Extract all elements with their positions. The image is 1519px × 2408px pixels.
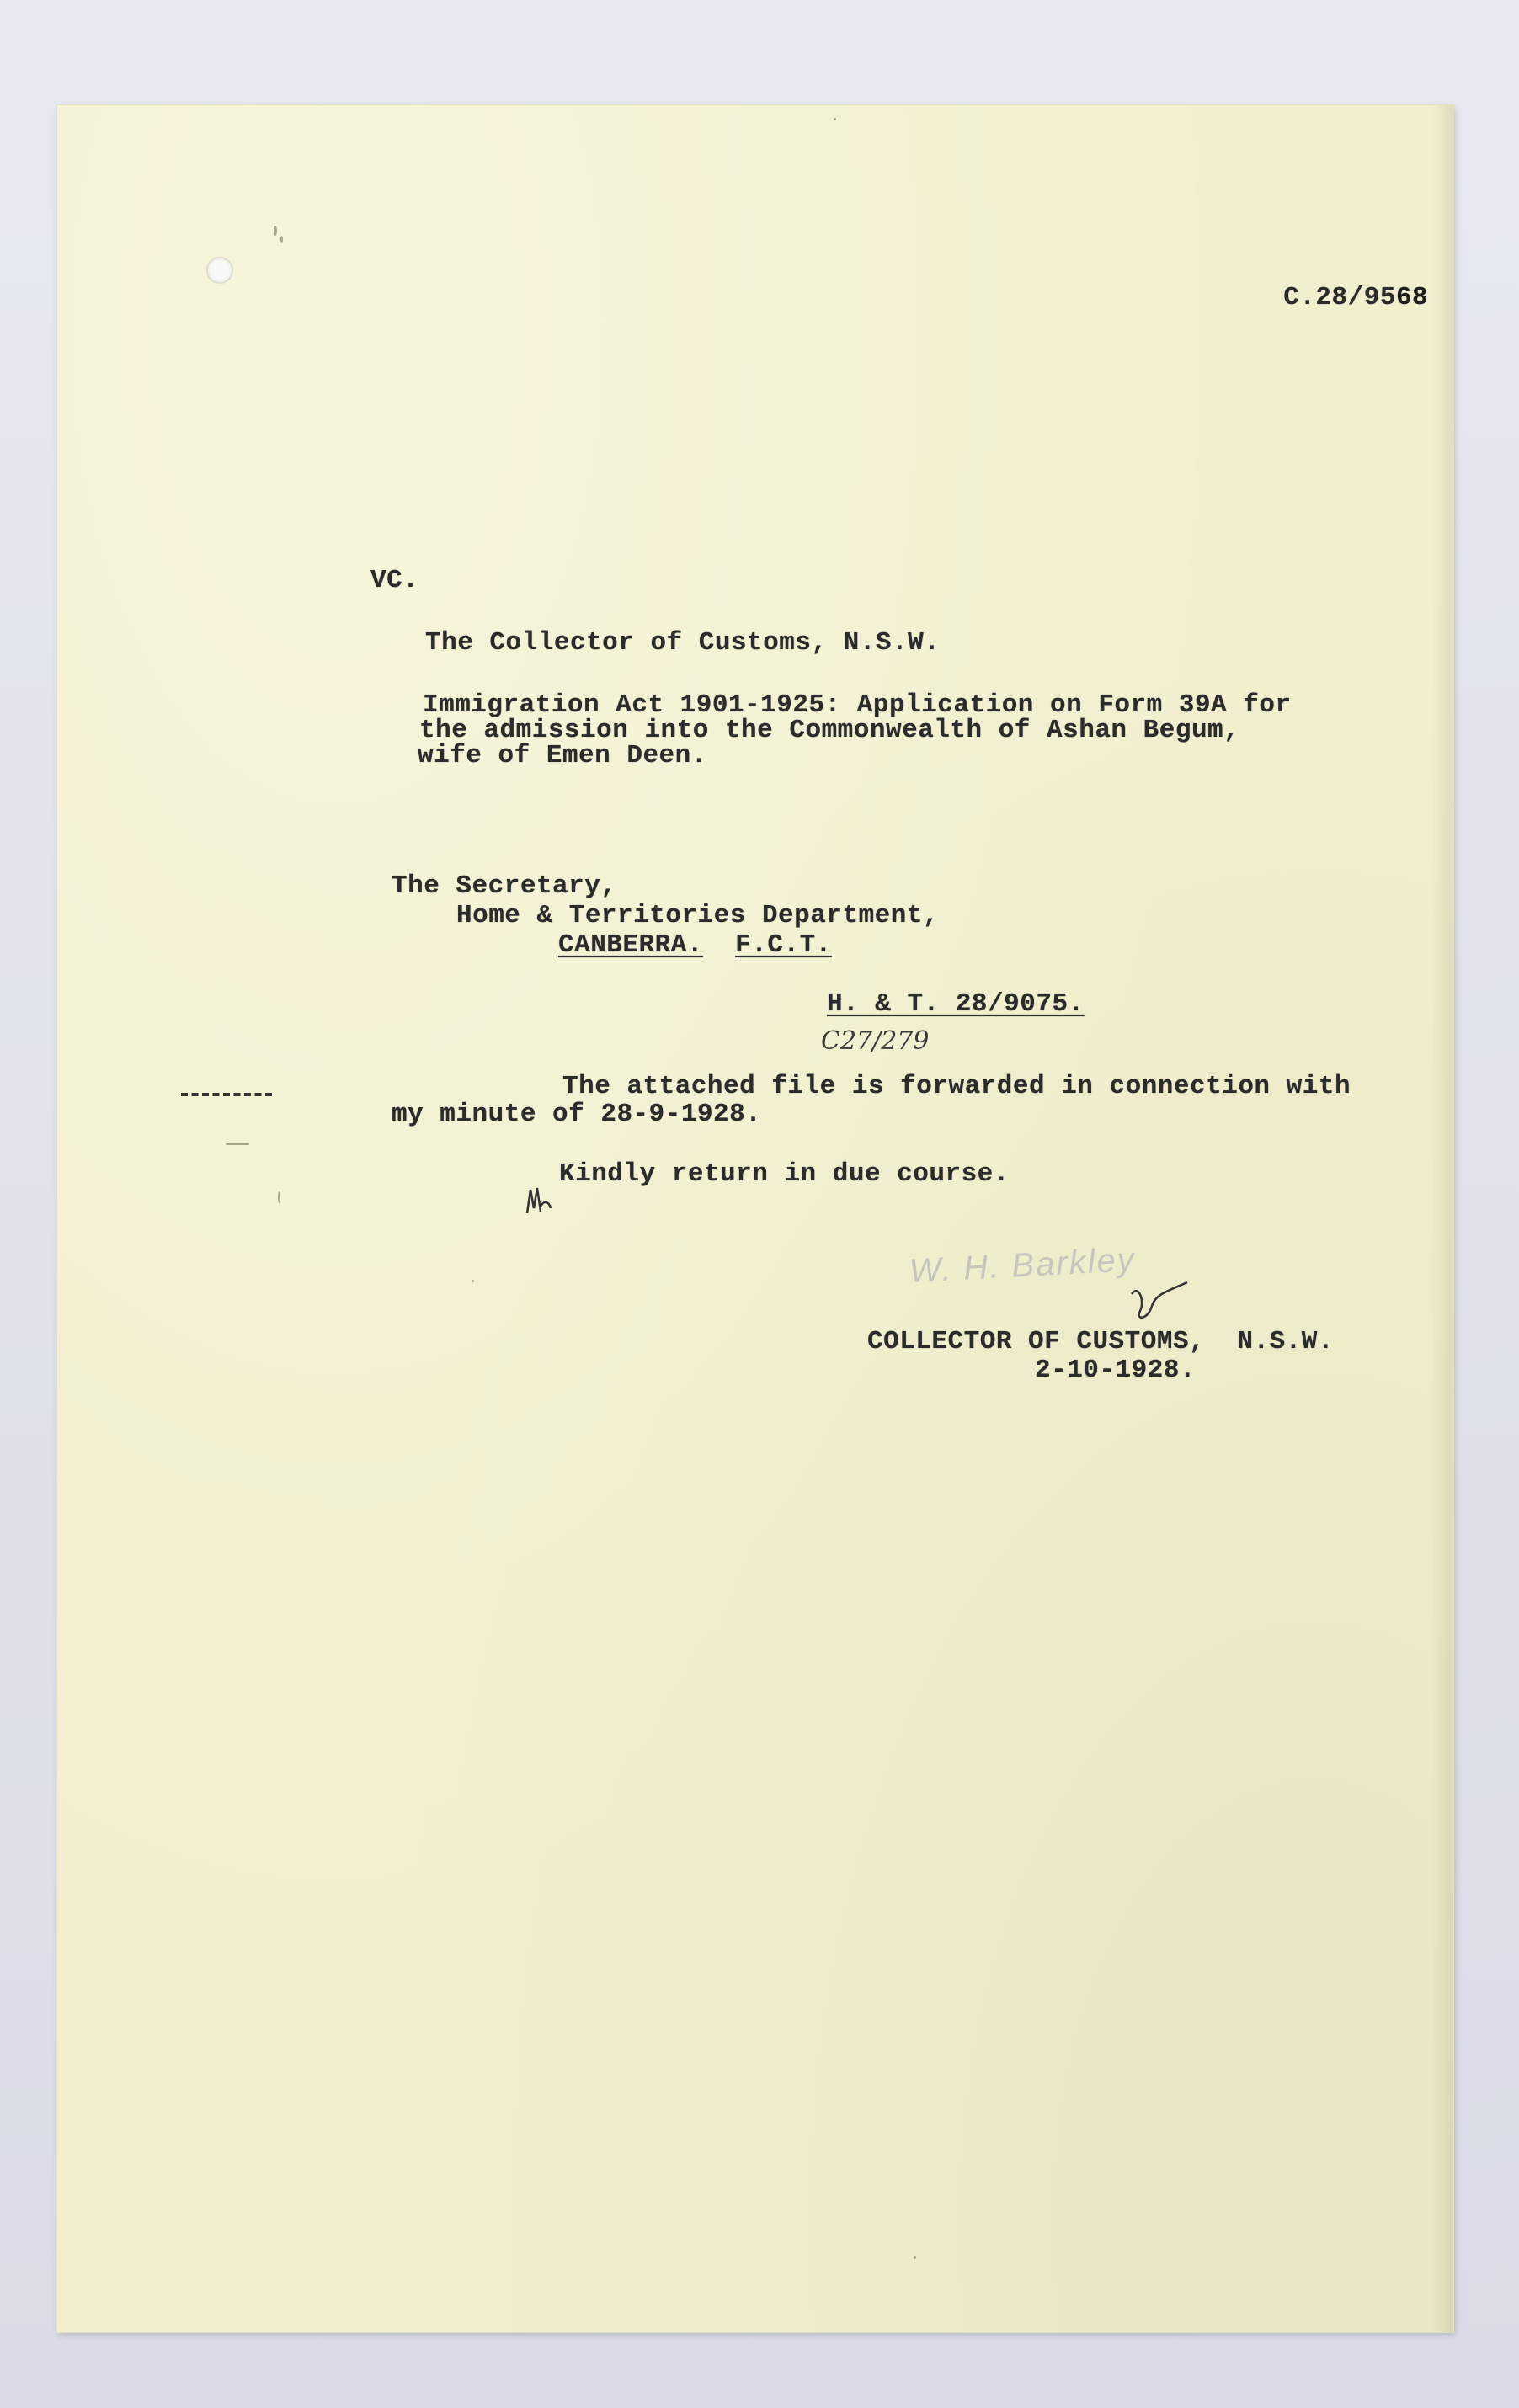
vc-marker: VC. <box>370 566 419 595</box>
paper-speck <box>472 1280 474 1282</box>
paper-speck <box>226 1143 249 1145</box>
subject-line-1: Immigration Act 1901-1925: Application on Form 39A for <box>423 690 1292 720</box>
subject-line-2: the admission into the Commonwealth of Ashan Begum, <box>419 716 1240 745</box>
subject-line-3: wife of Emen Deen. <box>418 741 707 770</box>
handwritten-initials <box>522 1183 556 1217</box>
paper-speck <box>278 1191 280 1203</box>
signatory-title: COLLECTOR OF CUSTOMS, N.S.W. <box>867 1327 1334 1356</box>
recipient-city-line <box>558 932 832 958</box>
page-edge-shadow <box>1431 105 1453 2332</box>
signature-date: 2-10-1928. <box>1035 1356 1197 1385</box>
punch-hole <box>206 257 233 284</box>
paper-speck <box>274 226 277 236</box>
body-line-2: my minute of 28-9-1928. <box>392 1100 762 1129</box>
paper-speck <box>280 236 283 243</box>
recipient-department: Home & Territories Department, <box>456 901 940 930</box>
closing-line: Kindly return in due course. <box>559 1159 1010 1189</box>
reference-number-overstrike: 68 <box>1395 283 1429 312</box>
recipient-territory: F.C.T. <box>735 930 832 960</box>
recipient-city: CANBERRA. <box>558 930 703 960</box>
reference-number <box>1251 258 1428 311</box>
handwritten-paraph <box>1127 1276 1194 1326</box>
body-line-1: The attached file is forwarded in connection with <box>562 1072 1351 1101</box>
reference-number-main: C.28/95 <box>1283 283 1396 312</box>
recipient-title: The Secretary, <box>392 871 617 901</box>
paper-speck <box>914 2256 916 2259</box>
document-page <box>57 105 1453 2332</box>
paper-speck <box>834 118 836 120</box>
file-reference: H. & T. 28/9075. <box>827 989 1085 1019</box>
addressee-line: The Collector of Customs, N.S.W. <box>425 628 941 658</box>
margin-dash-mark <box>181 1093 272 1096</box>
handwritten-reference: C27/279 <box>821 1026 930 1056</box>
signature-stamp: W. H. Barkley <box>908 1240 1137 1290</box>
